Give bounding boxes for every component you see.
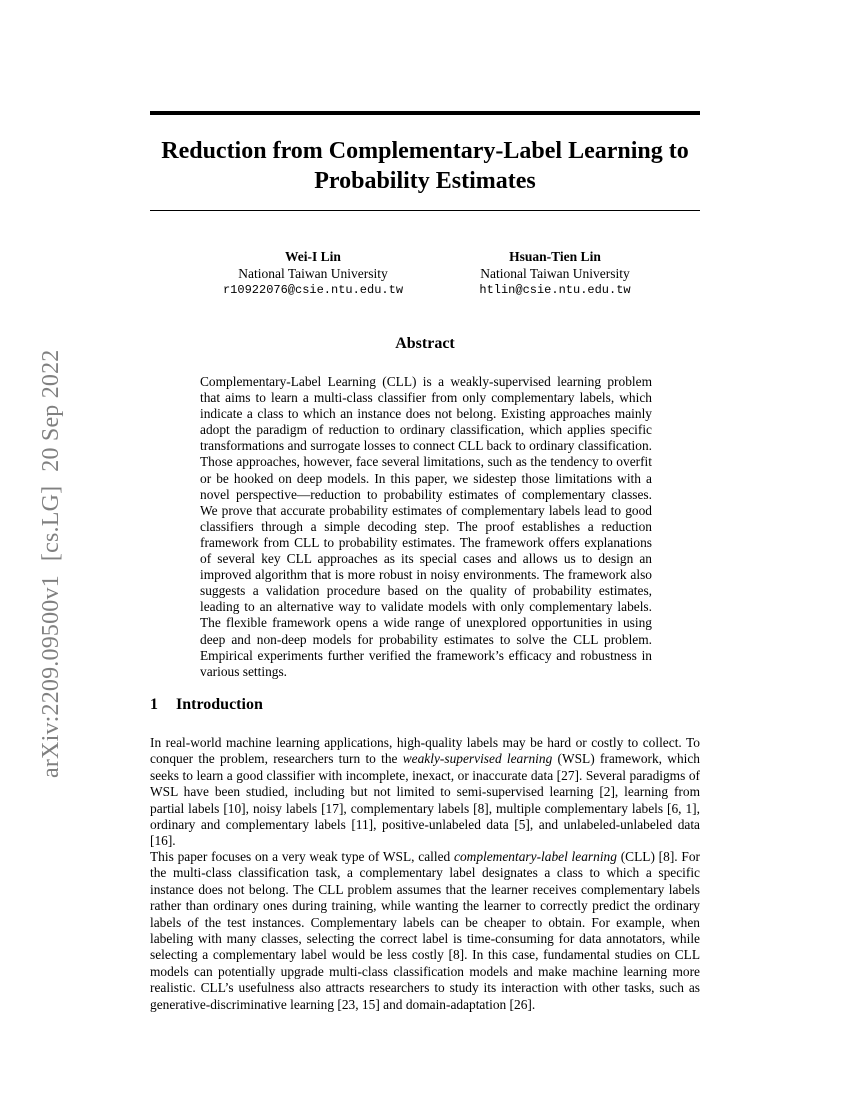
author-name: Hsuan-Tien Lin bbox=[509, 249, 601, 264]
title-top-rule bbox=[150, 111, 700, 115]
arxiv-id: arXiv:2209.09500v1 bbox=[38, 575, 64, 778]
author-email: htlin@csie.ntu.edu.tw bbox=[479, 283, 631, 297]
arxiv-date: 20 Sep 2022 bbox=[38, 349, 64, 472]
author-block-2 bbox=[430, 248, 680, 299]
paragraph-text: This paper focuses on a very weak type of WSL, called bbox=[150, 849, 455, 864]
abstract-heading: Abstract bbox=[395, 335, 455, 352]
arxiv-category: [cs.LG] bbox=[38, 485, 64, 562]
intro-paragraph-1 bbox=[150, 735, 700, 850]
section-title: Introduction bbox=[176, 696, 263, 713]
title-line-1: Reduction from Complementary-Label Learning to bbox=[161, 138, 689, 164]
abstract-body: Complementary-Label Learning (CLL) is a weakly-supervised learning problem that aims to learn a multi-class classifier from only complementary labels, which indicate a class to which an instance does not belong. Existing approaches mainly adopt the paradigm of reduction to ordinary classification, which applies specific transformations and surrogate losses to connect CLL back to ordinary classification. Those approaches, however, face several limitations, such as the tendency to overfit or be hooked on deep models. In this paper, we sidestep those limitations with a novel perspective—reduction to probability estimates of complementary classes. We prove that accurate probability estimates of complementary labels lead to good classifiers through a simple decoding step. The proof establishes a reduction framework from CLL to probability estimates. The framework offers explanations of several key CLL approaches as its special cases and allows us to design an improved algorithm that is more robust in noisy environments. The framework also suggests a validation procedure based on the quality of probability estimates, leading to an alternative way to validate models with only complementary labels. The flexible framework opens a wide range of unexplored opportunities in using deep and non-deep models for probability estimates to solve the CLL problem. Empirical experiments further verified the framework’s efficacy and robustness in various settings. bbox=[200, 374, 652, 679]
author-affiliation: National Taiwan University bbox=[238, 266, 388, 281]
author-affiliation: National Taiwan University bbox=[480, 266, 630, 281]
author-block-1 bbox=[188, 248, 438, 299]
section-heading-introduction bbox=[150, 696, 263, 714]
author-name: Wei-I Lin bbox=[285, 249, 341, 264]
emphasized-term: complementary-label learning bbox=[454, 849, 617, 864]
title-line-2: Probability Estimates bbox=[314, 168, 536, 194]
paragraph-text: (CLL) [8]. For the multi-class classification task, a complementary label designates a class to which a specific instance does not belong. The CLL problem assumes that the learner receives complementary labels rather than ordinary ones during training, while wanting the learner to correctly predict the ordinary labels of the test instances. Complementary labels can be cheaper to obtain. For example, when labeling with many classes, selecting the correct label is time-consuming for data annotators, while selecting a complementary label would be less costly [8]. In this case, fundamental studies on CLL models can potentially upgrade multi-class classification models and make machine learning more realistic. CLL’s usefulness also attracts researchers to study its interaction with other tasks, such as generative-discriminative learning [23, 15] and domain-adaptation [26]. bbox=[150, 849, 700, 1012]
section-number: 1 bbox=[150, 696, 158, 713]
title-bottom-rule bbox=[150, 210, 700, 211]
paragraph-text: In real-world machine learning applications, high-quality labels may be hard or costly to collect. To conquer the problem, researchers turn to the bbox=[150, 735, 700, 767]
author-email: r10922076@csie.ntu.edu.tw bbox=[222, 283, 404, 297]
paragraph-text: (WSL) framework, which seeks to learn a good classifier with incomplete, inexact, or inaccurate data [27]. Several paradigms of WSL have been studied, including but not limited to semi-supervised learning [2], learning from partial labels [10], noisy labels [17], complementary labels [8], multiple complementary labels [6, 1], ordinary and complementary labels [11], positive-unlabeled data [5], and unlabeled-unlabeled data [16]. bbox=[150, 751, 700, 849]
emphasized-term: weakly-supervised learning bbox=[402, 751, 553, 767]
arxiv-sidebar-stamp bbox=[38, 336, 65, 779]
intro-paragraph-2 bbox=[150, 849, 700, 1013]
paper-title bbox=[150, 136, 700, 196]
